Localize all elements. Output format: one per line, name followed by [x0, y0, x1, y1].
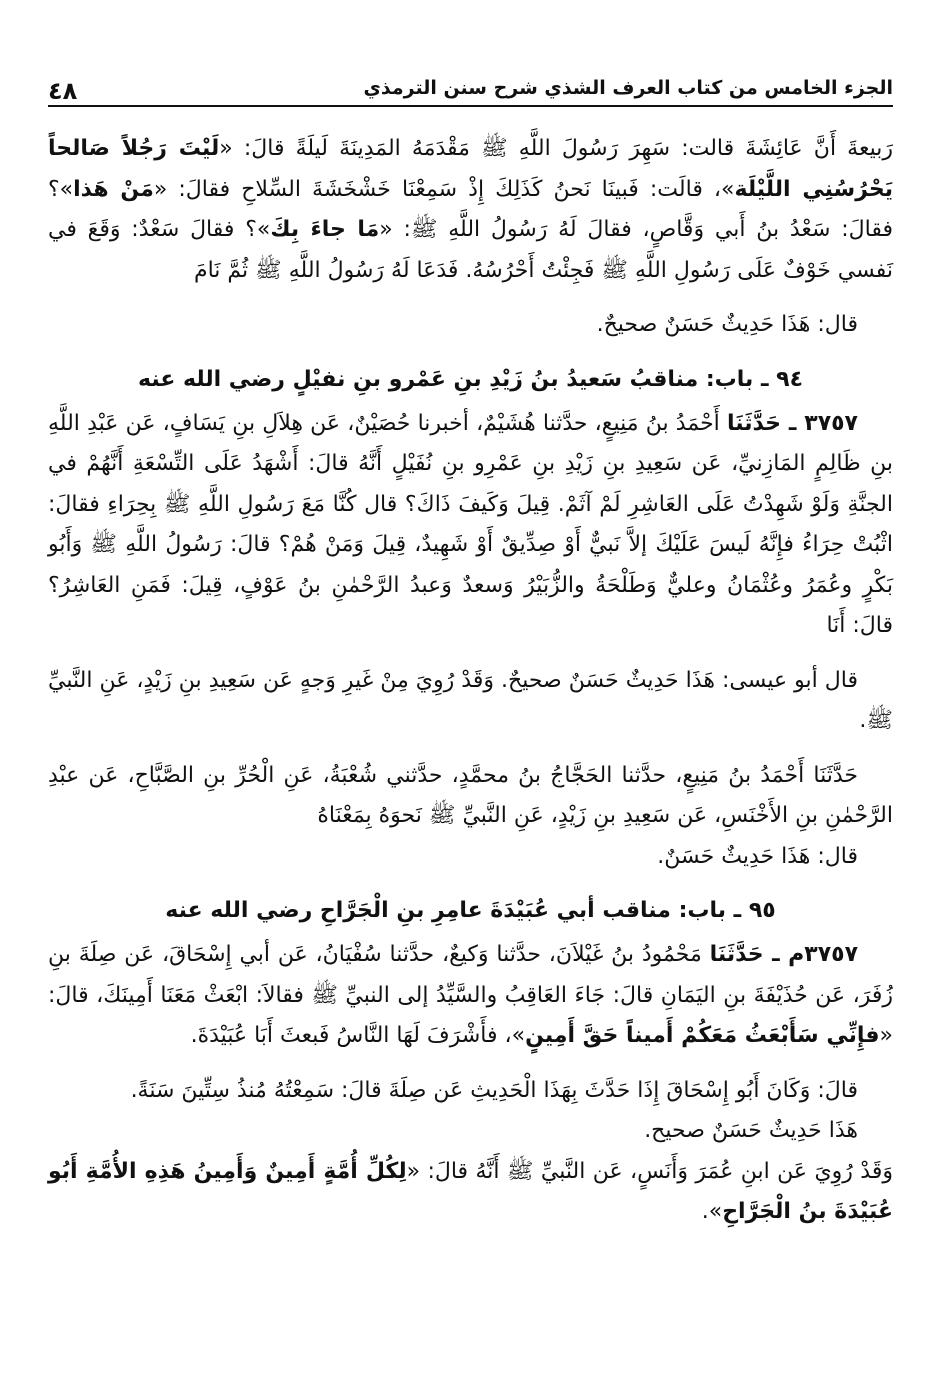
hadith-paragraph [48, 404, 893, 647]
text-run: »؟ فقالَ: سَعْدُ بنُ أَبي وَقَّاصٍ، فقالَ لَهُ رَسُولُ اللَّهِ ﷺ: « [48, 176, 893, 242]
running-title: الجزء الخامس من كتاب العرف الشذي شرح سنن الترمذي [363, 77, 893, 99]
commentary-paragraph: قالَ: وَكَانَ أَبُو إِسْحَاقَ إِذَا حَدَّثَ بِهَذَا الْحَدِيثِ عَن صِلَةَ قالَ: سَمِعْتُهُ مُنذُ سِتِّينَ سَنَةً. [130, 1077, 858, 1103]
grading-note: قال: هَذَا حَدِيثٌ حَسَنٌ. [657, 843, 858, 869]
grading-note: هَذَا حَدِيثٌ حَسَنٌ صحيح. [644, 1118, 858, 1143]
hadith-number: ٣٧٥٧ ـ حَدَّثَنَا [726, 410, 858, 436]
hadith-paragraph [48, 129, 893, 291]
page-header [48, 55, 893, 107]
text-run: »، فأَشْرَفَ لَهَا النَّاسُ فَبعثَ أَبَا عُبَيْدَةَ. [190, 1023, 526, 1048]
text-run: أَحْمَدُ بنُ مَنِيعٍ، حدَّثنا هُشَيْمٌ، أخبرنا حُصَيْنٌ، عَن هِلاَلِ بنِ يَسَافٍ، عَن عَبْدِ اللَّهِ بنِ ظَالِمٍ المَازِنيِّ، عَن سَعِيدِ بنِ زَيْدِ بنِ عَمْرِو بنِ نُفَيْلٍ أَنَّهُ قالَ: أَشْهَدُ عَلَى التِّسْعَةِ أَنَّهُمْ في الجنَّةِ وَلَوْ شَهِدْتُ عَلَى العَاشِرِ لَمْ آثَمْ. قِيلَ وَكَيفَ ذَاكَ؟ قال كُنَّا مَعَ رَسُولِ اللَّهِ ﷺ بِحِرَاءِ فقالَ: اثْبُتْ حِرَاءُ فإِنَّهُ لَيسَ عَلَيْكَ إلاَّ نَبيٌّ أَوْ صِدِّيقٌ أَوْ شَهِيدٌ، قِيلَ وَمَنْ هُمْ؟ قالَ: رَسُولُ اللَّهِ ﷺ وَأَبُو بَكْرٍ وعُمَرُ وعُثْمَانُ وعليٌّ وَطَلْحَةُ والزُّبَيْرُ وَسعدٌ وَعبدُ الرَّحْمٰنِ بنُ عَوْفٍ، قِيلَ: فَمَنِ العَاشِرُ؟ قالَ: أَنَا [48, 410, 893, 638]
chapter-heading-95: ٩٥ ـ باب: مناقب أبي عُبَيْدَةَ عامِرِ بنِ الْجَرَّاحِ رضي الله عنه [165, 898, 776, 923]
book-page [48, 55, 893, 1233]
isnad-paragraph: حَدَّثَنَا أَحْمَدُ بنُ مَنِيعٍ، حدَّثنا الحَجَّاجُ بنُ محمَّدٍ، حدَّثني شُعْبَةُ، عَنِ الْحُرِّ بنِ الصَّبَّاحِ، عَن عبْدِ الرَّحْمٰنِ بنِ الأَخْنَسِ، عَن سَعِيدِ بنِ زَيْدٍ، عَنِ النَّبيِّ ﷺ نَحوَهُ بِمَعْنَاهُ [48, 762, 893, 828]
prophetic-quote: مَنْ هَذا [73, 176, 154, 202]
text-run: وَقَدْ رُوِيَ عَن ابنِ عُمَرَ وَأَنَسٍ، عَن النَّبيِّ ﷺ أَنَّهُ قالَ: « [406, 1158, 893, 1184]
hadith-paragraph [48, 1152, 893, 1233]
prophetic-quote: فإِنِّي سَأَبْعَثُ مَعَكُمْ أَميناً حَقَّ أَمِينٍ [525, 1023, 880, 1048]
hadith-number: ٣٧٥٧م ـ حَدَّثَنَا [709, 942, 858, 967]
text-run: مَحْمُودُ بنُ غَيْلاَنَ، حدَّثنا وَكيعٌ، حدَّثنا سُفْيَانُ، عَن أبي إِسْحَاقَ، عَن صِلَةَ بنِ زُفَرَ، عَن حُذَيْفَةَ بنِ اليَمَانِ قالَ: جَاءَ العَاقِبُ والسَّيِّدُ إلى النبيِّ ﷺ فقالاَ: ابْعَثْ مَعَنَا أَمِينَكَ، قالَ: « [48, 942, 893, 1048]
hadith-paragraph [48, 935, 893, 1057]
text-run: »؟ فقالَ سَعْدٌ: وَقَعَ في نَفسي خَوْفٌ عَلَى رَسُولِ اللَّهِ ﷺ فَجِئْتُ أَحْرُسُهُ. فَدَعَا لَهُ رَسُولُ اللَّهِ ﷺ ثُمَّ نَامَ [48, 217, 893, 283]
commentary-paragraph: قال أبو عيسى: هَذَا حَدِيثٌ حَسَنٌ صحيحٌ. وَقَدْ رُوِيَ مِنْ غَيرِ وَجهٍ عَن سَعِيدِ بنِ زَيْدٍ، عَنِ النَّبيِّ ﷺ. [48, 667, 893, 733]
text-run: ». [701, 1199, 723, 1224]
grading-note: قال: هَذَا حَدِيثٌ حَسَنٌ صحيحٌ. [596, 312, 858, 337]
chapter-heading-94: ٩٤ ـ باب: مناقبُ سَعيدُ بنُ زَيْدِ بنِ عَمْرو بنِ نفيْلٍ رضي الله عنه [138, 366, 803, 392]
page-number: ٤٨ [48, 77, 78, 105]
prophetic-quote: لَيْتَ رَجُلاً صَالحاً يَحْرُسُنِي اللَّيْلَة [48, 136, 893, 202]
text-run: »، قالَت: فَبينَا نَحنُ كَذَلِكَ إِذْ سَمِعْنَا خَشْخَشَةَ السِّلاحِ فقالَ: « [153, 176, 735, 202]
text-run: رَبيعةَ أَنَّ عَائِشَةَ قالت: سَهِرَ رَسُولَ اللَّهِ ﷺ مَقْدَمَهُ المَدِينَةَ لَيلَةً قالَ: « [219, 136, 893, 161]
prophetic-quote: مَا جاءَ بِكَ [270, 217, 380, 242]
prophetic-quote: لِكُلِّ أُمَّةٍ أَمِينٌ وَأَمِينُ هَذِهِ الأُمَّةِ أَبُو عُبَيْدَةَ بنُ الْجَرَّاحِ [48, 1158, 893, 1224]
